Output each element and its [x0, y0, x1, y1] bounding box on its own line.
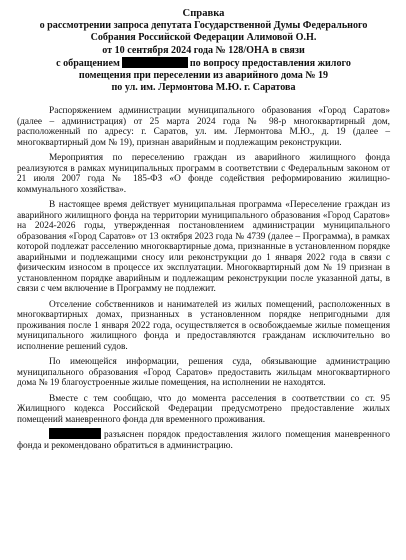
redaction-block — [122, 57, 188, 68]
paragraph-6: Вместе с тем сообщаю, что до момента расселения в соответствии со ст. 95 Жилищного кодекса Российской Федерации предусмотрено предоставление жилых помещений маневренного фонда для временного проживания. — [17, 393, 390, 425]
paragraph-1: Распоряжением администрации муниципального образования «Город Саратов» (далее – администрация) от 25 марта 2024 года № 98-р многоквартирный дом, расположенный по адресу: г. Саратов, ул. им. Лермонтова М.Ю., д. 19 (далее – многоквартирный дом № 19), признан аварийным и подлежащим реконструкции. — [17, 106, 390, 148]
paragraph-3: В настоящее время действует муниципальная программа «Переселение граждан из аварийного жилищного фонда на территории муниципального образования «Город Саратов» на 2024-2026 годы, утвержденная постановлением администрации муниципального образования «Город Саратов» от 13 октября 2023 года № 4739 (далее – Программа), в рамках которой подлежат расселению многоквартирные дома, признанные в установленном порядке аварийными и подлежащими сносу или реконструкции до 1 января 2022 года в связи с физическим износом в процессе их эксплуатации. Многоквартирный дом № 19 признан в установленном порядке аварийным и подлежащим реконструкции после указанной даты, в связи с чем включение в Программу не подлежит. — [17, 200, 390, 295]
header-line-3: от 10 сентября 2024 года № 128/ОНА в связи — [102, 44, 305, 56]
paragraph-2: Мероприятия по переселению граждан из аварийного жилищного фонда реализуются в рамках муниципальных программ в соответствии с Федеральным законом от 21 июля 2007 года № 185-ФЗ «О фонде содействия реформированию жилищно-коммунального хозяйства». — [17, 153, 390, 195]
header-line-2: Собрания Российской Федерации Алимовой О.Н. — [90, 32, 317, 44]
header-line-5: помещения при переселении из аварийного дома № 19 — [78, 70, 329, 82]
paragraph-4: Отселение собственников и нанимателей из жилых помещений, расположенных в многоквартирных домах, признанных в установленном порядке непригодными для проживания после 1 января 2022 года, осуществляется в освобождаемые жилые помещения муниципального жилищного фонда и предоставляются гражданам исключительно во исполнение решений судов. — [17, 299, 390, 352]
paragraph-7-text: разъяснен порядок предоставления жилого помещения маневренного фонда и рекомендовано обратиться в администрацию. — [17, 430, 390, 451]
header-line-4-end: по вопросу предоставления жилого — [189, 57, 351, 69]
document-body — [17, 106, 390, 451]
paragraph-7 — [17, 428, 390, 451]
paragraph-5: По имеющейся информации, решения суда, обязывающие администрацию муниципального образования «Город Саратов» предоставить жильцам многоквартирного дома № 19 благоустроенные жилые помещения, на исполнении не находятся. — [17, 357, 390, 389]
redaction-block — [49, 428, 101, 439]
header-line-4-start: с обращением — [56, 57, 120, 69]
document-title: Справка — [182, 8, 225, 19]
header-line-4 — [17, 57, 390, 70]
header-line-6: по ул. им. Лермонтова М.Ю. г. Саратова — [111, 82, 296, 94]
document-header — [17, 8, 390, 94]
header-line-1: о рассмотрении запроса депутата Государственной Думы Федерального — [39, 20, 368, 32]
